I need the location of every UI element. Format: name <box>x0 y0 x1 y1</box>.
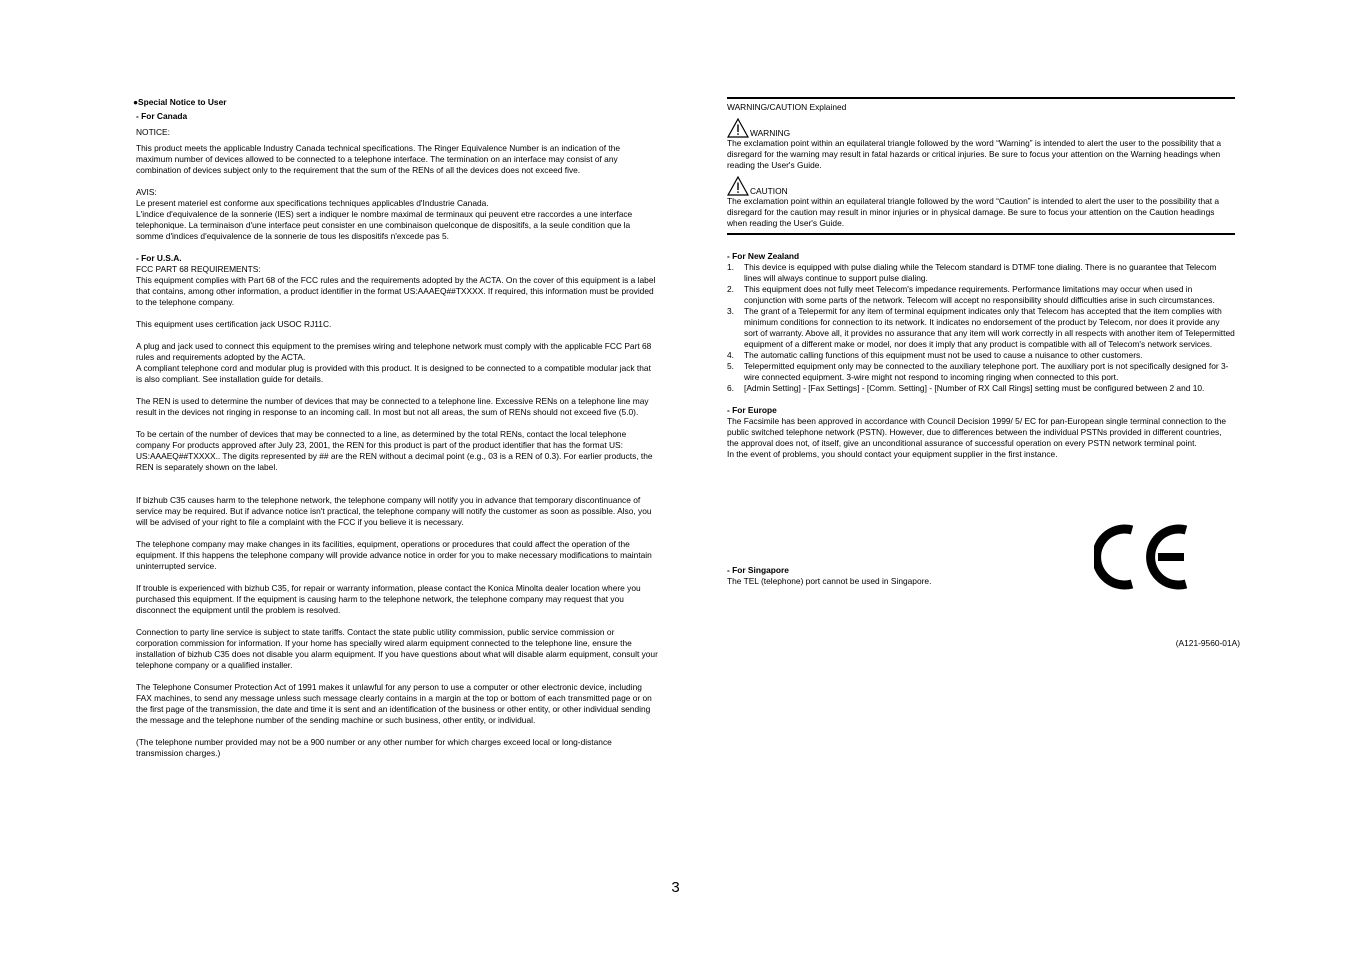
usa-para-7: The telephone company may make changes in its facilities, equipment, operations or procedures that could affect the operation of the equipment. If this happens the telephone company will provide advance notice in order for you to make necessary modifications to maintain uninterrupted service. <box>136 539 652 571</box>
top-rule <box>727 97 1235 99</box>
canada-title: - For Canada <box>136 111 188 121</box>
usa-para-5: To be certain of the number of devices that may be connected to a line, as determined by the total RENs, contact the local telephone company For products approved after July 23, 2001, the REN for this product is part of the product identifier that has the format US: US:AAAEQ##TXXXX.. The digits represented by ## are the REN without a decimal point (e.g., 03 is a REN of 0.3). For earlier products, the REN is separately shown on the label. <box>136 429 653 472</box>
special-notice-heading: ●Special Notice to User <box>133 97 227 107</box>
avis-label: AVIS: <box>136 187 157 197</box>
usa-para-8: If trouble is experienced with bizhub C35, for repair or warranty information, please contact the Konica Minolta dealer location where you purchased this equipment. If the equipment is causing harm to the telephone network, the telephone company may request that you disconnect the equipment until the problem is resolved. <box>136 583 641 615</box>
usa-para-6: If bizhub C35 causes harm to the telephone network, the telephone company will notify you in advance that temporary discontinuance of service may be required. But if advance notice isn't practical, the telephone company will notify the customer as soon as possible. Also, you will be advised of your right to file a complaint with the FCC if you believe it is necessary. <box>136 495 652 527</box>
caution-triangle-icon <box>727 176 749 196</box>
bottom-rule <box>727 233 1235 235</box>
usa-para-1: This equipment complies with Part 68 of the FCC rules and the requirements adopted by the ACTA. On the cover of this equipment is a label that contains, among other information, a product identifier in the format US:AAAEQ##TXXXX. If required, this information must be provided to the telephone company. <box>136 275 656 307</box>
usa-para-3a: A plug and jack used to connect this equipment to the premises wiring and telephone network must comply with the applicable FCC Part 68 rules and requirements adopted by the ACTA. <box>136 341 652 362</box>
usa-para-4: The REN is used to determine the number of devices that may be connected to a telephone line. Excessive RENs on a telephone line may result in the devices not ringing in response to an incoming call. In most but not all areas, the sum of RENs should not exceed five (5.0). <box>136 396 649 417</box>
document-number: (A121-9560-01A) <box>1175 638 1240 648</box>
ce-mark-icon <box>1094 522 1192 592</box>
right-column <box>727 97 1235 587</box>
caution-text: The exclamation point within an equilateral triangle followed by the word “Caution” is intended to alert the user to the possibility that a disregard for the caution may result in minor injuries or in physical damage. Be sure to focus your attention on the Caution headings when reading the User's Guide. <box>727 196 1220 228</box>
singapore-title: - For Singapore <box>727 565 789 575</box>
europe-title: - For Europe <box>727 405 777 415</box>
usa-para-2: This equipment uses certification jack USOC RJ11C. <box>136 319 332 329</box>
warning-heading <box>727 118 1235 138</box>
list-item: 1. This device is equipped with pulse dialing while the Telecom standard is DTMF tone dialing. There is no guarantee that Telecom lines will always continue to support pulse dialing. <box>727 262 1217 283</box>
warning-triangle-icon <box>727 118 749 138</box>
caution-heading <box>727 176 1235 196</box>
europe-para-2: In the event of problems, you should contact your equipment supplier in the first instance. <box>727 449 1058 459</box>
left-column <box>133 97 658 759</box>
usa-para-9: Connection to party line service is subject to state tariffs. Contact the state public utility commission, public service commission or corporation commission for information. If your home has specially wired alarm equipment connected to the telephone line, ensure the installation of bizhub C35 does not disable you alarm equipment. If you have questions about what will disable alarm equipment, consult your telephone company or a qualified installer. <box>136 627 658 670</box>
list-item: 3. The grant of a Telepermit for any item of terminal equipment indicates only that Telecom has accepted that the item complies with minimum conditions for connection to its network. It indicates no endorsement of the product by Telecom, nor does it provide any sort of warranty. Above all, it provides no assurance that any item will work correctly in all respects with another item of Telepermitted equipment of a different make or model, nor does it imply that any product is compatible with all of Telecom's network services. <box>727 306 1235 349</box>
avis-text-2: L'indice d'equivalence de la sonnerie (IES) sert a indiquer le nombre maximal de terminaux qui peuvent etre raccordes a une interface telephonique. La terminaison d'une interface peut consister en une combinaison quelconque de dispositifs, a la seule condition que la somme d'indices d'equivalence de la sonnerie de tous les dispositifs n'excede pas 5. <box>136 209 633 241</box>
usa-para-10: The Telephone Consumer Protection Act of 1991 makes it unlawful for any person to use a computer or other electronic device, including FAX machines, to send any message unless such message clearly contains in a margin at the top or bottom of each transmitted page or on the first page of the transmission, the date and time it is sent and an identification of the business or other entity, or other individual sending the message and the telephone number of the sending machine or such business, other entity, or individual. <box>136 682 652 725</box>
usa-title: - For U.S.A. <box>136 253 182 263</box>
avis-text-1: Le present materiel est conforme aux specifications techniques applicables d'Industrie Canada. <box>136 198 489 208</box>
list-item: 4. The automatic calling functions of this equipment must not be used to cause a nuisance to other customers. <box>727 350 1143 360</box>
usa-para-3b: A compliant telephone cord and modular plug is provided with this product. It is designed to be connected to a compatible modular jack that is also compliant. See installation guide for details. <box>136 363 651 384</box>
warn-caution-title: WARNING/CAUTION Explained <box>727 102 847 112</box>
notice-label: NOTICE: <box>136 127 170 137</box>
notice-text: This product meets the applicable Industry Canada technical specifications. The Ringer Equivalence Number is an indication of the maximum number of devices allowed to be connected to a telephone interface. The termination on an interface may consist of any combination of devices subject only to the requirement that the sum of the RENs of all the devices does not exceed five. <box>136 143 621 175</box>
fcc-title: FCC PART 68 REQUIREMENTS: <box>136 264 261 274</box>
page-number: 3 <box>671 879 680 896</box>
caution-label: CAUTION <box>750 186 788 196</box>
warning-text: The exclamation point within an equilateral triangle followed by the word “Warning” is intended to alert the user to the possibility that a disregard for the warning may result in fatal hazards or critical injuries. Be sure to focus your attention on the Warning headings when reading the User's Guide. <box>727 138 1222 170</box>
list-item: 6. [Admin Setting] - [Fax Settings] - [Comm. Setting] - [Number of RX Call Rings] setting must be configured between 2 and 10. <box>727 383 1205 393</box>
list-item: 5. Telepermitted equipment only may be connected to the auxiliary telephone port. The auxiliary port is not specifically designed for 3-wire connected equipment. 3-wire might not respond to incoming ringing when connected to this port. <box>727 361 1229 382</box>
nz-title: - For New Zealand <box>727 251 800 261</box>
europe-para-1: The Facsimile has been approved in accordance with Council Decision 1999/ 5/ EC for pan-European single terminal connection to the public switched telephone network (PSTN). However, due to differences between the individual PSTNs provided in different countries, the approval does not, of itself, give an unconditional assurance of successful operation on every PSTN network terminal point. <box>727 416 1227 448</box>
list-item: 2. This equipment does not fully meet Telecom's impedance requirements. Performance limitations may occur when used in conjunction with some parts of the network. Telecom will accept no responsibility should difficulties arise in such circumstances. <box>727 284 1215 305</box>
usa-para-11: (The telephone number provided may not be a 900 number or any other number for which charges exceed local or long-distance transmission charges.) <box>136 737 612 758</box>
warning-label: WARNING <box>750 128 791 138</box>
singapore-para: The TEL (telephone) port cannot be used in Singapore. <box>727 576 932 586</box>
nz-list <box>727 262 1235 394</box>
